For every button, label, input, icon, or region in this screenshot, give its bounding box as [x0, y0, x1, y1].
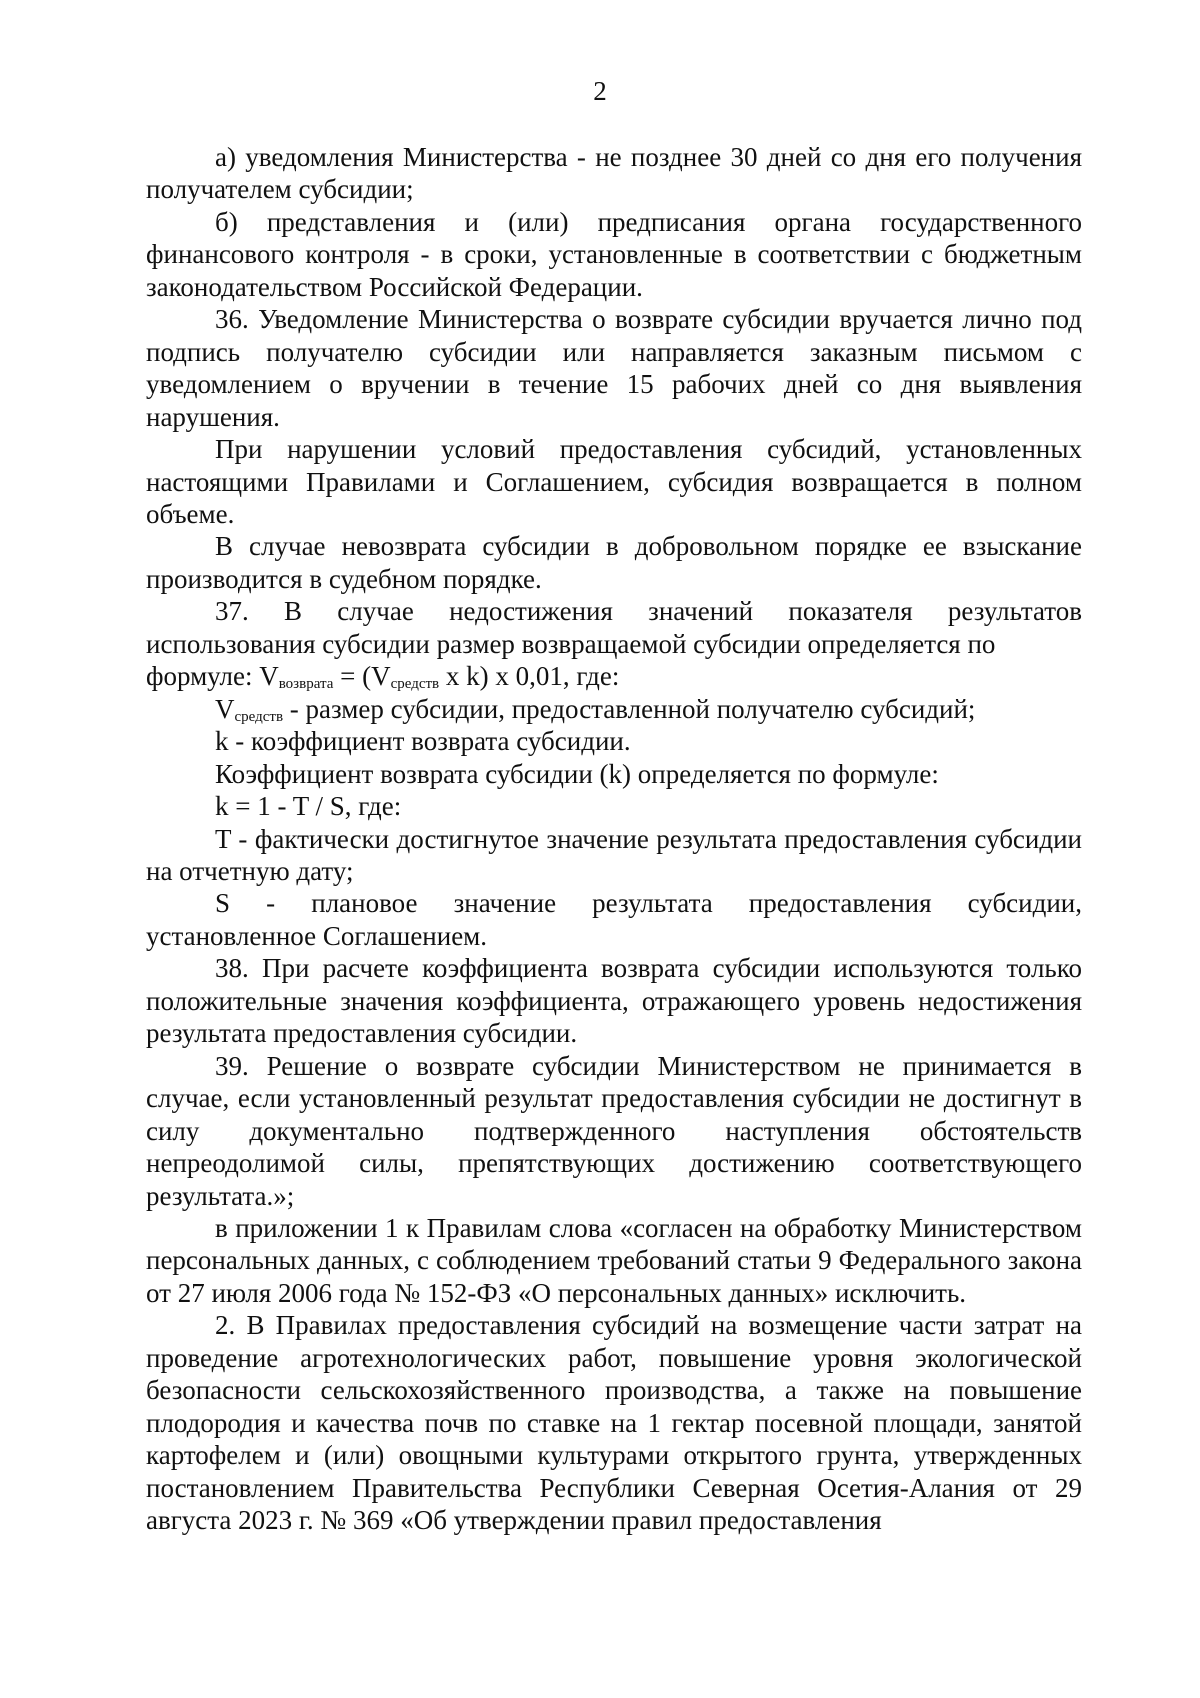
paragraph-court-recovery: В случае невозврата субсидии в добровольном порядке ее взыскание производится в судебном порядке. — [146, 531, 1082, 594]
paragraph-39: 39. Решение о возврате субсидии Министерством не принимается в случае, если установленный результат предоставления субсидии не достигнут в силу документально подтвержденного наступления обстоятельств непреодолимой силы, препятствующих достижению соответствующего результата.»; — [146, 1050, 1082, 1211]
definition-k: k - коэффициент возврата субсидии. — [215, 726, 631, 757]
definition-t: T - фактически достигнутое значение результата предоставления субсидии на отчетную дату; — [146, 823, 1082, 886]
paragraph-38: 38. При расчете коэффициента возврата субсидии используются только положительные значения коэффициента, отражающего уровень недостижения результата предоставления субсидии. — [146, 953, 1082, 1049]
paragraph-b-control-order: б) представления и (или) предписания органа государственного финансового контроля - в сроки, установленные в соответствии с бюджетным законодательством Российской Федерации. — [146, 206, 1082, 302]
document-body — [146, 141, 1082, 1536]
page-number: 2 — [593, 76, 607, 106]
return-formula: формуле: $V_{возврата} = (V_{средств}$ x k) x 0,01, где: — [146, 661, 620, 693]
k-formula: k = 1 - T / S, где: — [215, 791, 402, 822]
paragraph-item-2: 2. В Правилах предоставления субсидий на возмещение части затрат на проведение агротехнологических работ, повышение уровня экологической безопасности сельскохозяйственного производства, а также на повышение плодородия и качества почв по ставке на 1 гектар посевной площади, занятой картофелем и (или) овощными культурами открытого грунта, утвержденных постановлением Правительства Республики Северная Осетия-Алания от 29 августа 2023 г. № 369 «Об утверждении правил предоставления — [146, 1310, 1082, 1536]
definition-s: S - плановое значение результата предоставления субсидии, установленное Соглашением. — [146, 888, 1082, 951]
paragraph-37: 37. В случае недостижения значений показателя результатов использования субсидии размер возвращаемой субсидии определяется по — [146, 596, 1082, 659]
k-formula-intro: Коэффициент возврата субсидии (k) определяется по формуле: — [215, 758, 939, 789]
definition-v-funds: $V_{средств}$ - размер субсидии, предоставленной получателю субсидий; — [215, 693, 976, 725]
paragraph-36: 36. Уведомление Министерства о возврате субсидии вручается лично под подпись получателю субсидии или направляется заказным письмом с уведомлением о вручении в течение 15 рабочих дней со дня выявления нарушения. — [146, 304, 1082, 432]
paragraph-a-ministry-notice: а) уведомления Министерства - не позднее 30 дней со дня его получения получателем субсидии; — [146, 142, 1082, 205]
subscript-funds: средств — [390, 676, 440, 693]
paragraph-violation: При нарушении условий предоставления субсидий, установленных настоящими Правилами и Соглашением, субсидия возвращается в полном объеме. — [146, 434, 1082, 529]
paragraph-annex-1: в приложении 1 к Правилам слова «согласен на обработку Министерством персональных данных, с соблюдением требований статьи 9 Федерального закона от 27 июля 2006 года № 152-ФЗ «О персональных данных» исключить. — [146, 1212, 1082, 1308]
subscript-return: возврата — [278, 676, 334, 693]
